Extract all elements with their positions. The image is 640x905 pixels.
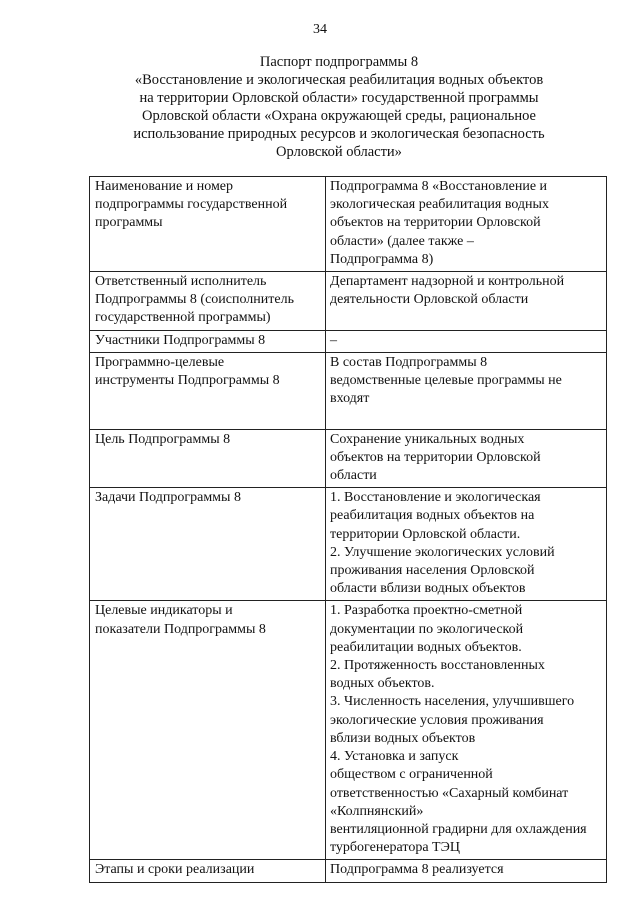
row-value-line: проживания населения Орловской (330, 563, 535, 579)
row-value-line: объектов на территории Орловской (330, 215, 541, 231)
row-label-line: Подпрограммы 8 (соисполнитель (95, 292, 294, 308)
row-value-line: 2. Улучшение экологических условий (330, 544, 555, 560)
title-line: Орловской области «Охрана окружающей среды, рациональное (142, 108, 536, 124)
row-value-line: ответственностью «Сахарный комбинат (330, 785, 569, 801)
row-value-line: В состав Подпрограммы 8 (330, 354, 488, 370)
row-label-line: инструменты Подпрограммы 8 (95, 373, 280, 389)
row-value-line: вентиляционной градирни для охлаждения (330, 821, 587, 837)
row-value-line: территории Орловской области. (330, 526, 521, 542)
row-label-line: Программно-целевые (95, 354, 225, 370)
row-label-cell (90, 272, 326, 331)
row-value-line: 1. Восстановление и экологическая (330, 490, 541, 506)
row-value-line: – (330, 332, 337, 348)
row-value-line: области вблизи водных объектов (330, 581, 526, 597)
row-value-cell (326, 488, 607, 601)
table-row (90, 177, 607, 272)
row-value-cell (326, 601, 607, 860)
row-value-line: вблизи водных объектов (330, 730, 476, 746)
row-value-line: Сохранение уникальных водных (330, 431, 525, 447)
row-label-cell (90, 601, 326, 860)
table-row (90, 429, 607, 488)
row-label-cell (90, 488, 326, 601)
row-value-line: 3. Численность населения, улучшившего (330, 694, 575, 710)
row-label-line: государственной программы) (95, 310, 271, 326)
row-label-line: подпрограммы государственной (95, 197, 288, 213)
row-value-line: 2. Протяженность восстановленных (330, 658, 545, 674)
row-label-cell (90, 177, 326, 272)
row-value-line: ведомственные целевые программы не (330, 373, 562, 389)
table-row (90, 352, 607, 429)
row-value-cell (326, 429, 607, 488)
table-row (90, 488, 607, 601)
row-value-line: реабилитация водных объектов на (330, 508, 535, 524)
title-line: Орловской области» (276, 144, 402, 160)
passport-table (89, 176, 607, 883)
row-value-line: экологическая реабилитация водных (330, 197, 549, 213)
title-line: Паспорт подпрограммы 8 (259, 54, 419, 70)
row-value-line: документации по экологической (330, 621, 524, 637)
row-value-line: объектов на территории Орловской (330, 449, 541, 465)
row-label-line: Ответственный исполнитель (95, 274, 267, 290)
row-label-cell (90, 860, 326, 882)
row-value-cell (326, 177, 607, 272)
row-label-line: Цель Подпрограммы 8 (95, 431, 231, 447)
document-title (70, 53, 608, 161)
row-value-line: 4. Установка и запуск (330, 749, 459, 765)
row-label-line: Целевые индикаторы и (95, 603, 233, 619)
row-value-line: водных объектов. (330, 676, 435, 692)
row-value-line (330, 408, 604, 426)
row-value-line: деятельности Орловской области (330, 292, 529, 308)
title-line: использование природных ресурсов и экологическая безопасность (133, 126, 545, 142)
title-line: на территории Орловской области» государственной программы (139, 90, 539, 106)
row-value-line: Подпрограмма 8 «Восстановление и (330, 179, 548, 194)
title-line: «Восстановление и экологическая реабилитация водных объектов (134, 72, 544, 88)
row-value-line: обществом с ограниченной (330, 767, 493, 783)
row-label-line: программы (95, 215, 163, 231)
row-value-line: Подпрограмма 8) (330, 251, 434, 267)
row-label-cell (90, 330, 326, 352)
row-label-line: Наименование и номер (95, 179, 234, 194)
table-row (90, 860, 607, 882)
row-label-line: Участники Подпрограммы 8 (95, 332, 266, 348)
row-value-cell (326, 330, 607, 352)
row-value-line: области (330, 468, 377, 484)
row-value-line: 1. Разработка проектно-сметной (330, 603, 523, 619)
row-value-line: экологические условия проживания (330, 712, 544, 728)
row-value-line: области» (далее также – (330, 233, 474, 249)
row-value-line: реабилитации водных объектов. (330, 639, 522, 655)
table-row (90, 601, 607, 860)
row-label-cell (90, 352, 326, 429)
page-number: 34 (313, 22, 327, 37)
row-label-cell (90, 429, 326, 488)
row-value-cell (326, 272, 607, 331)
row-value-cell (326, 352, 607, 429)
passport-table-body (90, 177, 607, 883)
row-value-line: турбогенератора ТЭЦ (330, 840, 460, 856)
row-value-line: Подпрограмма 8 реализуется (330, 862, 504, 878)
row-value-line: «Колпнянский» (330, 803, 424, 819)
table-row (90, 272, 607, 331)
row-value-cell (326, 860, 607, 882)
row-value-line: входят (330, 391, 370, 407)
row-value-line: Департамент надзорной и контрольной (330, 274, 565, 290)
row-label-line: Этапы и сроки реализации (95, 862, 255, 878)
row-label-line: Задачи Подпрограммы 8 (95, 490, 241, 506)
table-row (90, 330, 607, 352)
row-label-line: показатели Подпрограммы 8 (95, 621, 266, 637)
